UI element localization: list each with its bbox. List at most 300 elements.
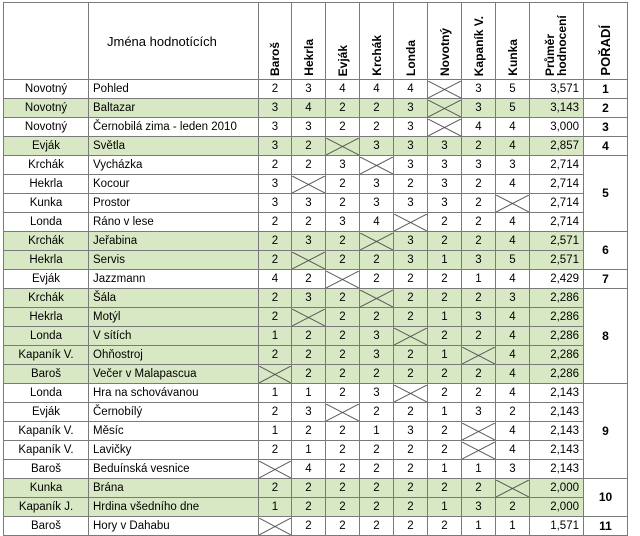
rater-cell: Londa bbox=[4, 384, 89, 403]
rater-cell: Hekrla bbox=[4, 308, 89, 327]
score-cell: 2 bbox=[394, 308, 428, 327]
score-cell: 4 bbox=[496, 213, 530, 232]
photo-name-cell: Prostor bbox=[89, 194, 259, 213]
score-cell: 2 bbox=[462, 137, 496, 156]
average-cell: 2,143 bbox=[530, 422, 584, 441]
score-cell: 3 bbox=[462, 156, 496, 175]
score-cell: 2 bbox=[259, 441, 292, 460]
average-cell: 2,857 bbox=[530, 137, 584, 156]
table-row bbox=[4, 403, 628, 422]
score-cell: 2 bbox=[428, 327, 462, 346]
score-cell: 3 bbox=[428, 137, 462, 156]
average-cell: 2,714 bbox=[530, 194, 584, 213]
photo-name-cell: Motýl bbox=[89, 308, 259, 327]
score-cell: 2 bbox=[360, 479, 394, 498]
rater-cell: Evják bbox=[4, 137, 89, 156]
photo-name-cell: Lavičky bbox=[89, 441, 259, 460]
average-header bbox=[530, 3, 584, 80]
score-cell: 2 bbox=[360, 498, 394, 517]
score-cell: 2 bbox=[428, 517, 462, 536]
score-cell: 2 bbox=[292, 327, 326, 346]
rater-header-kunka bbox=[496, 3, 530, 80]
score-cell: 5 bbox=[496, 251, 530, 270]
score-cell: 2 bbox=[326, 498, 360, 517]
score-cell: 1 bbox=[462, 460, 496, 479]
rater-cell: Kapaník V. bbox=[4, 422, 89, 441]
excluded-score-cell bbox=[292, 251, 326, 270]
excluded-score-cell bbox=[360, 156, 394, 175]
rater-header-label: Kapaník V. bbox=[471, 15, 486, 76]
score-cell: 1 bbox=[259, 498, 292, 517]
table-row bbox=[4, 270, 628, 289]
rater-cell: Baroš bbox=[4, 517, 89, 536]
rater-cell: Londa bbox=[4, 213, 89, 232]
rater-header-label: Krchák bbox=[369, 35, 384, 76]
excluded-score-cell bbox=[360, 232, 394, 251]
rater-cell: Londa bbox=[4, 327, 89, 346]
score-cell: 3 bbox=[394, 194, 428, 213]
cross-mark-icon bbox=[462, 347, 495, 364]
score-cell: 1 bbox=[462, 270, 496, 289]
score-cell: 3 bbox=[292, 232, 326, 251]
cross-mark-icon bbox=[360, 290, 393, 307]
score-cell: 4 bbox=[496, 327, 530, 346]
rank-header bbox=[584, 3, 628, 80]
score-cell: 3 bbox=[496, 156, 530, 175]
score-cell: 3 bbox=[360, 384, 394, 403]
score-cell: 1 bbox=[360, 422, 394, 441]
average-cell: 2,286 bbox=[530, 365, 584, 384]
score-cell: 3 bbox=[496, 289, 530, 308]
score-cell: 1 bbox=[428, 251, 462, 270]
score-cell: 3 bbox=[394, 137, 428, 156]
rank-header-label: POŘADÍ bbox=[597, 25, 613, 76]
table-row bbox=[4, 137, 628, 156]
score-cell: 4 bbox=[496, 365, 530, 384]
excluded-score-cell bbox=[326, 270, 360, 289]
excluded-score-cell bbox=[259, 517, 292, 536]
rater-header-krchak bbox=[360, 3, 394, 80]
score-cell: 2 bbox=[462, 213, 496, 232]
excluded-score-cell bbox=[496, 479, 530, 498]
score-cell: 4 bbox=[292, 460, 326, 479]
score-cell: 2 bbox=[394, 441, 428, 460]
score-cell: 2 bbox=[496, 403, 530, 422]
score-cell: 2 bbox=[326, 232, 360, 251]
photo-name-cell: Beduínská vesnice bbox=[89, 460, 259, 479]
average-cell: 1,571 bbox=[530, 517, 584, 536]
table-row bbox=[4, 99, 628, 118]
cross-mark-icon bbox=[462, 442, 495, 459]
score-cell: 2 bbox=[259, 289, 292, 308]
score-cell: 2 bbox=[428, 365, 462, 384]
rater-cell: Evják bbox=[4, 270, 89, 289]
excluded-score-cell bbox=[292, 308, 326, 327]
score-cell: 3 bbox=[259, 118, 292, 137]
excluded-score-cell bbox=[496, 194, 530, 213]
score-cell: 2 bbox=[462, 175, 496, 194]
cross-mark-icon bbox=[496, 480, 529, 497]
rater-cell: Krchák bbox=[4, 156, 89, 175]
score-cell: 3 bbox=[462, 498, 496, 517]
score-cell: 4 bbox=[496, 232, 530, 251]
score-cell: 3 bbox=[259, 99, 292, 118]
cross-mark-icon bbox=[292, 176, 325, 193]
photo-name-cell: Kocour bbox=[89, 175, 259, 194]
photo-name-cell: Ráno v lese bbox=[89, 213, 259, 232]
score-cell: 2 bbox=[259, 479, 292, 498]
cross-mark-icon bbox=[428, 100, 461, 117]
header-blank-cell bbox=[4, 3, 89, 80]
score-cell: 1 bbox=[428, 460, 462, 479]
photo-name-cell: Vycházka bbox=[89, 156, 259, 175]
average-cell: 3,000 bbox=[530, 118, 584, 137]
score-cell: 2 bbox=[326, 517, 360, 536]
score-cell: 1 bbox=[292, 441, 326, 460]
average-header-label: Průměr hodnocení bbox=[542, 15, 569, 76]
rank-cell: 5 bbox=[584, 156, 628, 232]
score-cell: 2 bbox=[462, 479, 496, 498]
average-cell: 2,000 bbox=[530, 498, 584, 517]
excluded-score-cell bbox=[360, 289, 394, 308]
cross-mark-icon bbox=[292, 252, 325, 269]
rater-header-label: Londa bbox=[403, 40, 418, 76]
score-cell: 2 bbox=[394, 517, 428, 536]
table-row bbox=[4, 118, 628, 137]
photo-name-cell: Jazzmann bbox=[89, 270, 259, 289]
rater-cell: Hekrla bbox=[4, 175, 89, 194]
score-cell: 2 bbox=[292, 270, 326, 289]
score-cell: 2 bbox=[292, 365, 326, 384]
rater-cell: Krchák bbox=[4, 232, 89, 251]
score-cell: 2 bbox=[360, 460, 394, 479]
score-cell: 4 bbox=[360, 213, 394, 232]
score-cell: 3 bbox=[394, 232, 428, 251]
score-cell: 3 bbox=[462, 80, 496, 99]
score-cell: 2 bbox=[259, 403, 292, 422]
cross-mark-icon bbox=[326, 404, 359, 421]
table-body bbox=[4, 80, 628, 536]
excluded-score-cell bbox=[394, 327, 428, 346]
table-row bbox=[4, 289, 628, 308]
average-cell: 2,714 bbox=[530, 156, 584, 175]
score-cell: 3 bbox=[360, 327, 394, 346]
score-cell: 4 bbox=[292, 99, 326, 118]
rater-header-baros bbox=[259, 3, 292, 80]
score-cell: 1 bbox=[259, 384, 292, 403]
photo-name-cell: Černobilá zima - leden 2010 bbox=[89, 118, 259, 137]
score-cell: 2 bbox=[292, 422, 326, 441]
score-cell: 3 bbox=[292, 289, 326, 308]
score-cell: 2 bbox=[360, 403, 394, 422]
score-cell: 2 bbox=[360, 517, 394, 536]
score-cell: 3 bbox=[428, 156, 462, 175]
score-cell: 1 bbox=[428, 346, 462, 365]
score-cell: 2 bbox=[360, 118, 394, 137]
score-cell: 2 bbox=[292, 498, 326, 517]
score-cell: 2 bbox=[326, 460, 360, 479]
excluded-score-cell bbox=[462, 422, 496, 441]
rater-header-label: Hekrla bbox=[301, 39, 316, 76]
rank-cell: 6 bbox=[584, 232, 628, 270]
score-cell: 1 bbox=[428, 403, 462, 422]
score-cell: 1 bbox=[428, 308, 462, 327]
cross-mark-icon bbox=[394, 385, 427, 402]
score-cell: 4 bbox=[496, 175, 530, 194]
score-cell: 3 bbox=[360, 194, 394, 213]
average-cell: 3,143 bbox=[530, 99, 584, 118]
score-cell: 2 bbox=[259, 346, 292, 365]
photo-name-cell: Hra na schovávanou bbox=[89, 384, 259, 403]
score-cell: 2 bbox=[394, 346, 428, 365]
table-row bbox=[4, 441, 628, 460]
excluded-score-cell bbox=[326, 403, 360, 422]
score-cell: 1 bbox=[496, 517, 530, 536]
score-cell: 3 bbox=[428, 194, 462, 213]
score-cell: 3 bbox=[496, 460, 530, 479]
average-cell: 2,286 bbox=[530, 327, 584, 346]
photo-name-cell: Baltazar bbox=[89, 99, 259, 118]
score-cell: 3 bbox=[259, 175, 292, 194]
score-cell: 2 bbox=[428, 213, 462, 232]
rank-cell: 10 bbox=[584, 479, 628, 517]
rank-cell: 7 bbox=[584, 270, 628, 289]
excluded-score-cell bbox=[326, 137, 360, 156]
photo-name-cell: Servis bbox=[89, 251, 259, 270]
excluded-score-cell bbox=[428, 118, 462, 137]
score-cell: 3 bbox=[360, 175, 394, 194]
score-cell: 4 bbox=[496, 346, 530, 365]
table-row bbox=[4, 327, 628, 346]
rater-cell: Kapaník V. bbox=[4, 441, 89, 460]
score-cell: 2 bbox=[326, 251, 360, 270]
score-cell: 2 bbox=[360, 365, 394, 384]
table-row bbox=[4, 232, 628, 251]
score-cell: 1 bbox=[428, 498, 462, 517]
score-cell: 2 bbox=[259, 232, 292, 251]
rank-cell: 11 bbox=[584, 517, 628, 536]
score-cell: 2 bbox=[292, 479, 326, 498]
score-cell: 2 bbox=[428, 441, 462, 460]
score-cell: 2 bbox=[394, 365, 428, 384]
score-cell: 3 bbox=[292, 194, 326, 213]
score-cell: 3 bbox=[394, 118, 428, 137]
score-cell: 2 bbox=[360, 270, 394, 289]
photo-name-cell: Večer v Malapascua bbox=[89, 365, 259, 384]
score-cell: 2 bbox=[496, 498, 530, 517]
score-cell: 2 bbox=[462, 384, 496, 403]
score-cell: 2 bbox=[394, 498, 428, 517]
cross-mark-icon bbox=[259, 366, 291, 383]
score-cell: 4 bbox=[496, 118, 530, 137]
score-cell: 2 bbox=[326, 99, 360, 118]
score-cell: 5 bbox=[496, 80, 530, 99]
score-cell: 2 bbox=[428, 422, 462, 441]
score-cell: 2 bbox=[428, 232, 462, 251]
score-cell: 4 bbox=[326, 80, 360, 99]
score-cell: 3 bbox=[394, 251, 428, 270]
score-cell: 2 bbox=[326, 422, 360, 441]
score-cell: 2 bbox=[326, 479, 360, 498]
score-cell: 2 bbox=[326, 118, 360, 137]
score-cell: 4 bbox=[496, 422, 530, 441]
rater-cell: Kapaník V. bbox=[4, 346, 89, 365]
score-cell: 2 bbox=[394, 270, 428, 289]
excluded-score-cell bbox=[292, 175, 326, 194]
header-row bbox=[4, 3, 628, 80]
score-cell: 2 bbox=[292, 213, 326, 232]
photo-name-cell: Měsíc bbox=[89, 422, 259, 441]
cross-mark-icon bbox=[326, 271, 359, 288]
average-cell: 2,143 bbox=[530, 403, 584, 422]
score-cell: 3 bbox=[462, 403, 496, 422]
score-cell: 2 bbox=[259, 80, 292, 99]
score-cell: 2 bbox=[326, 365, 360, 384]
score-cell: 2 bbox=[394, 479, 428, 498]
table-row bbox=[4, 308, 628, 327]
cross-mark-icon bbox=[259, 518, 291, 535]
score-cell: 3 bbox=[292, 80, 326, 99]
average-cell: 2,571 bbox=[530, 251, 584, 270]
average-cell: 2,143 bbox=[530, 460, 584, 479]
score-cell: 3 bbox=[462, 251, 496, 270]
table-row bbox=[4, 80, 628, 99]
average-cell: 2,286 bbox=[530, 289, 584, 308]
rater-header-label: Kunka bbox=[505, 39, 520, 76]
rater-cell: Kapaník J. bbox=[4, 498, 89, 517]
score-cell: 2 bbox=[292, 137, 326, 156]
score-cell: 2 bbox=[326, 384, 360, 403]
photo-name-cell: Brána bbox=[89, 479, 259, 498]
rank-cell: 1 bbox=[584, 80, 628, 99]
rater-cell: Baroš bbox=[4, 365, 89, 384]
score-cell: 3 bbox=[462, 99, 496, 118]
score-cell: 2 bbox=[360, 441, 394, 460]
score-cell: 2 bbox=[428, 289, 462, 308]
evaluation-table bbox=[3, 2, 628, 536]
score-cell: 1 bbox=[462, 517, 496, 536]
score-cell: 2 bbox=[360, 308, 394, 327]
score-cell: 1 bbox=[259, 422, 292, 441]
score-cell: 2 bbox=[394, 175, 428, 194]
table-row bbox=[4, 384, 628, 403]
rater-cell: Hekrla bbox=[4, 251, 89, 270]
score-cell: 3 bbox=[259, 194, 292, 213]
score-cell: 2 bbox=[360, 251, 394, 270]
score-cell: 3 bbox=[462, 308, 496, 327]
rater-cell: Kunka bbox=[4, 194, 89, 213]
table-row bbox=[4, 365, 628, 384]
table-row bbox=[4, 194, 628, 213]
average-cell: 3,571 bbox=[530, 80, 584, 99]
rater-header-kapanik bbox=[462, 3, 496, 80]
score-cell: 2 bbox=[326, 346, 360, 365]
cross-mark-icon bbox=[326, 138, 359, 155]
rank-cell: 2 bbox=[584, 99, 628, 118]
score-cell: 2 bbox=[292, 517, 326, 536]
score-cell: 3 bbox=[428, 175, 462, 194]
score-cell: 2 bbox=[360, 99, 394, 118]
table-row bbox=[4, 346, 628, 365]
score-cell: 1 bbox=[259, 327, 292, 346]
rater-cell: Kunka bbox=[4, 479, 89, 498]
rater-cell: Novotný bbox=[4, 118, 89, 137]
average-cell: 2,429 bbox=[530, 270, 584, 289]
score-cell: 2 bbox=[326, 289, 360, 308]
rater-header-label: Novotný bbox=[437, 28, 452, 76]
score-cell: 2 bbox=[326, 194, 360, 213]
excluded-score-cell bbox=[259, 460, 292, 479]
names-header: Jména hodnotících bbox=[89, 3, 259, 80]
table-row bbox=[4, 156, 628, 175]
score-cell: 2 bbox=[462, 289, 496, 308]
excluded-score-cell bbox=[462, 346, 496, 365]
rater-cell: Novotný bbox=[4, 99, 89, 118]
score-cell: 4 bbox=[259, 270, 292, 289]
cross-mark-icon bbox=[496, 195, 529, 212]
score-cell: 4 bbox=[394, 80, 428, 99]
average-cell: 2,714 bbox=[530, 213, 584, 232]
rank-cell: 9 bbox=[584, 384, 628, 479]
cross-mark-icon bbox=[428, 81, 461, 98]
average-cell: 2,286 bbox=[530, 308, 584, 327]
score-cell: 3 bbox=[259, 137, 292, 156]
cross-mark-icon bbox=[360, 233, 393, 250]
score-cell: 2 bbox=[394, 403, 428, 422]
photo-name-cell: Ohňostroj bbox=[89, 346, 259, 365]
score-cell: 2 bbox=[326, 308, 360, 327]
score-cell: 3 bbox=[326, 213, 360, 232]
rater-cell: Novotný bbox=[4, 80, 89, 99]
table-row bbox=[4, 517, 628, 536]
score-cell: 2 bbox=[326, 441, 360, 460]
excluded-score-cell bbox=[428, 80, 462, 99]
rater-cell: Evják bbox=[4, 403, 89, 422]
photo-name-cell: Šála bbox=[89, 289, 259, 308]
score-cell: 2 bbox=[394, 289, 428, 308]
photo-name-cell: V sítích bbox=[89, 327, 259, 346]
score-cell: 4 bbox=[496, 441, 530, 460]
rank-cell: 4 bbox=[584, 137, 628, 156]
score-cell: 4 bbox=[360, 80, 394, 99]
average-cell: 2,714 bbox=[530, 175, 584, 194]
excluded-score-cell bbox=[259, 365, 292, 384]
rater-cell: Baroš bbox=[4, 460, 89, 479]
cross-mark-icon bbox=[259, 461, 291, 478]
excluded-score-cell bbox=[462, 441, 496, 460]
table-row bbox=[4, 479, 628, 498]
score-cell: 2 bbox=[462, 327, 496, 346]
score-cell: 3 bbox=[326, 156, 360, 175]
score-cell: 2 bbox=[326, 327, 360, 346]
score-cell: 4 bbox=[496, 270, 530, 289]
rater-header-hekrla bbox=[292, 3, 326, 80]
score-cell: 3 bbox=[360, 137, 394, 156]
score-cell: 4 bbox=[496, 384, 530, 403]
cross-mark-icon bbox=[292, 309, 325, 326]
photo-name-cell: Jeřabina bbox=[89, 232, 259, 251]
photo-name-cell: Světla bbox=[89, 137, 259, 156]
score-cell: 3 bbox=[292, 403, 326, 422]
rater-header-evjak bbox=[326, 3, 360, 80]
score-cell: 2 bbox=[259, 156, 292, 175]
average-cell: 2,143 bbox=[530, 384, 584, 403]
table-row bbox=[4, 498, 628, 517]
score-cell: 2 bbox=[259, 251, 292, 270]
score-cell: 2 bbox=[259, 213, 292, 232]
photo-name-cell: Hory v Dahabu bbox=[89, 517, 259, 536]
score-cell: 4 bbox=[462, 118, 496, 137]
